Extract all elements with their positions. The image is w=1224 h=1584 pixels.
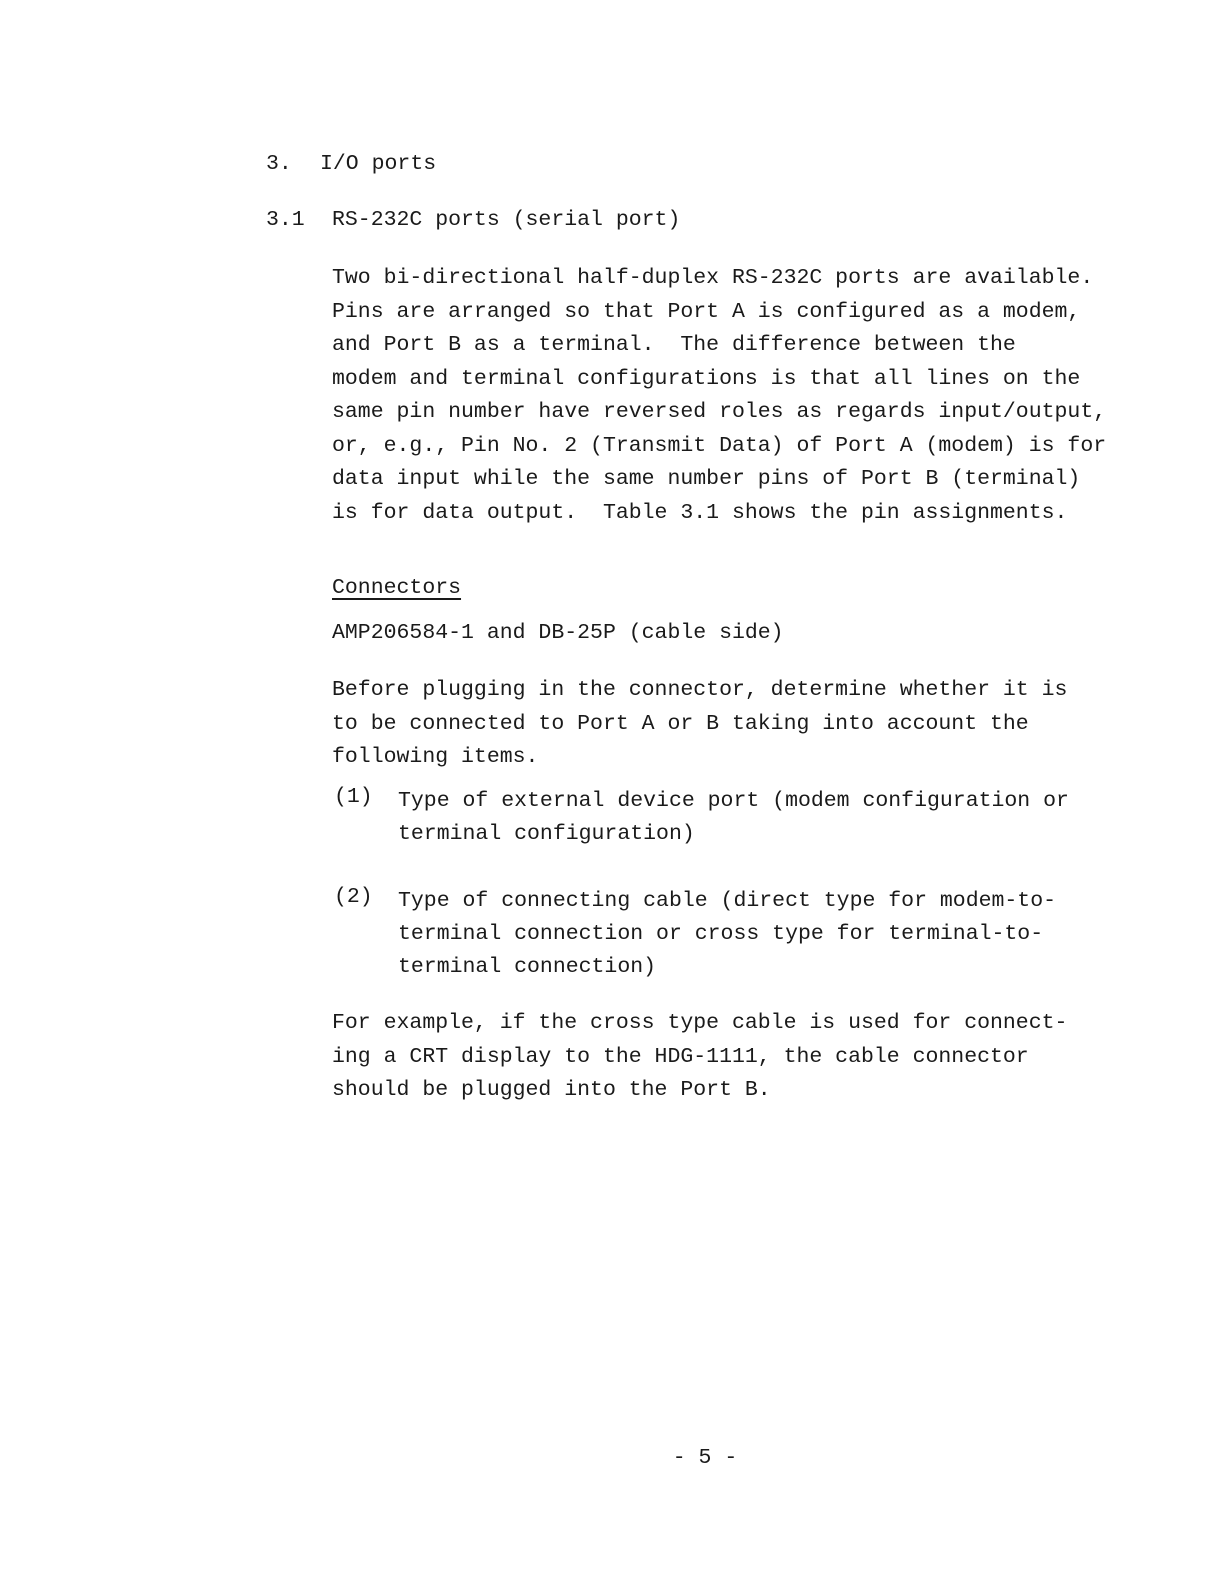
paragraph-line: data input while the same number pins of Port B (terminal) [332, 467, 1081, 491]
list-item-text [398, 885, 1056, 984]
list-item-marker: (1) [334, 785, 373, 809]
connector-spec: AMP206584-1 and DB-25P (cable side) [332, 621, 784, 645]
paragraph-line: to be connected to Port A or B taking into account the [332, 711, 1029, 736]
list-item-line: terminal connection or cross type for terminal-to- [398, 922, 1044, 946]
paragraph-line: For example, if the cross type cable is used for connect- [332, 1011, 1068, 1035]
paragraph-line: Pins are arranged so that Port A is configured as a modem, [332, 299, 1081, 324]
list-item-text [398, 785, 1069, 851]
paragraph-line: ing a CRT display to the HDG-1111, the cable connector [332, 1044, 1029, 1069]
paragraph-line: modem and terminal configurations is that all lines on the [332, 366, 1081, 391]
list-item-line: terminal configuration) [398, 822, 695, 846]
paragraph-line: or, e.g., Pin No. 2 (Transmit Data) of Port A (modem) is for [332, 433, 1107, 458]
paragraph-line: Before plugging in the connector, determine whether it is [332, 678, 1068, 702]
before-paragraph [332, 674, 1152, 775]
paragraph-line: following items. [332, 745, 539, 769]
list-item-line: Type of external device port (modem configuration or [398, 789, 1069, 813]
list-item-marker: (2) [334, 885, 373, 909]
section-title: I/O ports [320, 152, 437, 176]
paragraph-line: same pin number have reversed roles as regards input/output, [332, 400, 1107, 424]
connectors-heading: Connectors [332, 576, 462, 600]
paragraph-line: should be plugged into the Port B. [332, 1078, 771, 1102]
list-item-line: Type of connecting cable (direct type for modem-to- [398, 889, 1057, 913]
paragraph-line: Two bi-directional half-duplex RS-232C ports are available. [332, 266, 1094, 290]
intro-paragraph [332, 262, 1152, 530]
list-item-line: terminal connection) [398, 955, 657, 979]
paragraph-line: is for data output. Table 3.1 shows the pin assignments. [332, 500, 1068, 525]
subsection-number: 3.1 [266, 208, 305, 232]
section-number: 3. [266, 152, 292, 176]
page-number: - 5 - [672, 1446, 738, 1470]
example-paragraph [332, 1007, 1152, 1108]
paragraph-line: and Port B as a terminal. The difference between the [332, 333, 1016, 357]
subsection-title: RS-232C ports (serial port) [332, 208, 681, 232]
